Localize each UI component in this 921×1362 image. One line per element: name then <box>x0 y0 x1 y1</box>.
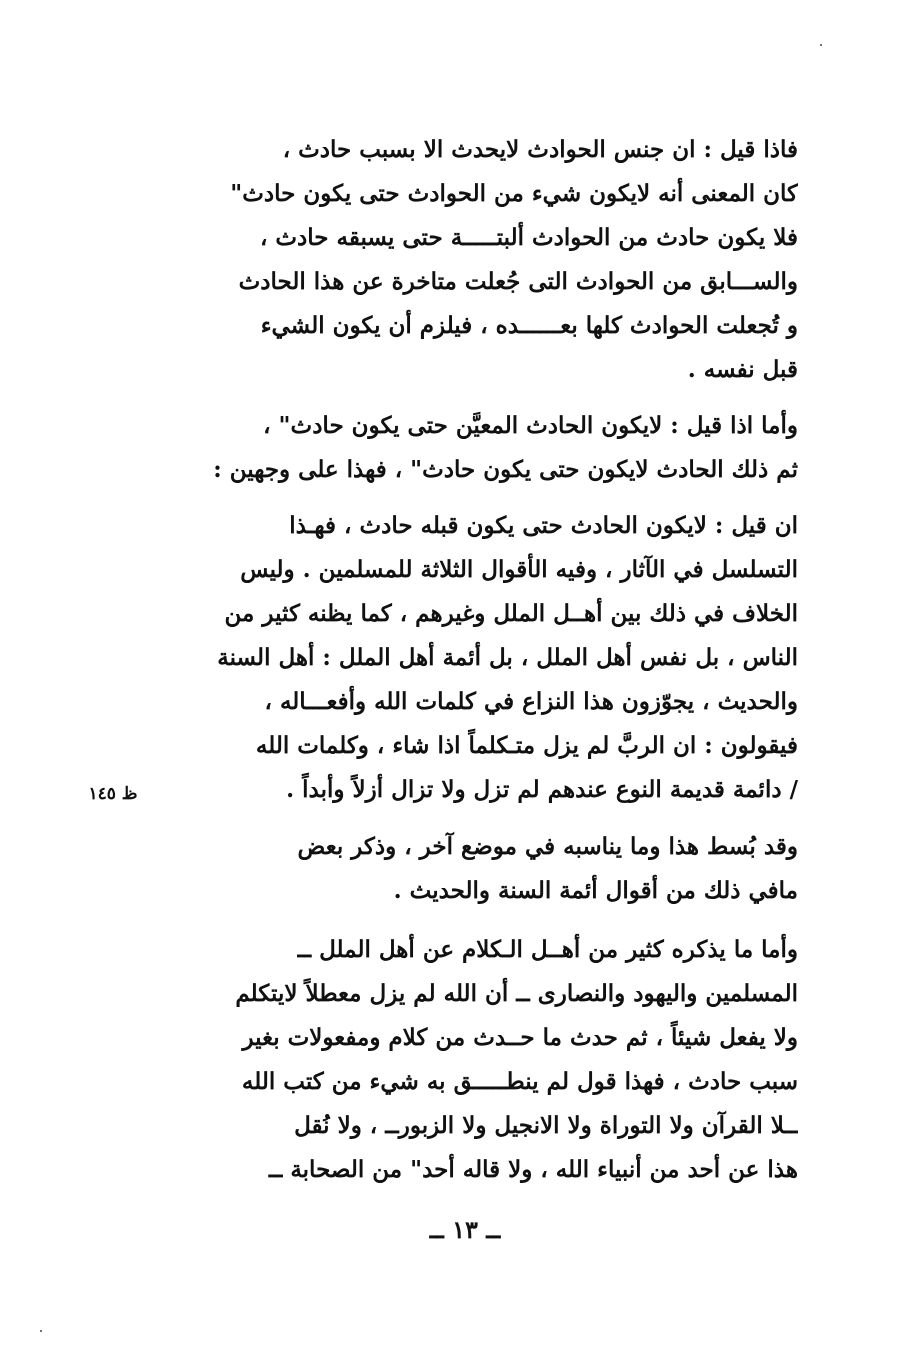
text-line: فلا يكون حادث من الحوادث ألبتـــــة حتى يسبقه حادث ، <box>259 224 798 251</box>
text-line: المسلمين واليهود والنصارى ــ أن الله لم يزل معطلاً لايتكلم <box>235 980 798 1007</box>
text-line: والســـابق من الحوادث التى جُعلت متاخرة عن هذا الحادث <box>238 268 798 295</box>
text-line: التسلسل في الآثار ، وفيه الأقوال الثلاثة للمسلمين . وليس <box>240 556 798 583</box>
text-line: سبب حادث ، فهذا قول لم ينطـــــق به شيء من كتب الله <box>241 1068 798 1095</box>
page-number: ــ ١٣ ــ <box>429 1215 501 1244</box>
text-line: قبل نفسه . <box>687 356 798 383</box>
text-line: ان قيل : لايكون الحادث حتى يكون قبله حادث ، فهـذا <box>289 512 798 539</box>
margin-note: ظ ١٤٥ <box>88 784 138 804</box>
text-line: وقد بُسط هذا وما يناسبه في موضع آخر ، وذكر بعض <box>297 833 798 860</box>
text-line: / دائمة قديمة النوع عندهم لم تزل ولا تزال أزلاً وأبداً . <box>286 776 798 803</box>
text-line: كان المعنى أنه لايكون شيء من الحوادث حتى يكون حادث" <box>230 180 798 207</box>
text-line: هذا عن أحد من أنبياء الله ، ولا قاله أحد" من الصحابة ــ <box>268 1156 798 1183</box>
paragraph-3 <box>158 504 798 812</box>
text-line: ــلا القرآن ولا التوراة ولا الانجيل ولا الزبورــ ، ولا نُقل <box>294 1112 798 1139</box>
text-line: ثم ذلك الحادث لايكون حتى يكون حادث" ، فهذا على وجهين : <box>213 456 798 483</box>
text-line: مافي ذلك من أقوال أئمة السنة والحديث . <box>393 877 798 904</box>
text-line: والحديث ، يجوّزون هذا النزاع في كلمات الله وأفعـــاله ، <box>264 688 798 715</box>
text-line: فيقولون : ان الربَّ لم يزل متـكلماً اذا شاء ، وكلمات الله <box>255 732 798 759</box>
text-line: و تُجعلت الحوادث كلها بعــــــده ، فيلزم أن يكون الشيء <box>260 312 798 339</box>
paragraph-5 <box>158 928 798 1192</box>
text-line: الناس ، بل نفس أهل الملل ، بل أئمة أهل الملل : أهل السنة <box>217 644 798 671</box>
text-line: الخلاف في ذلك بين أهــل الملل وغيرهم ، كما يظنه كثير من <box>224 600 798 627</box>
text-line: وأما ما يذكره كثير من أهــل الـكلام عن أهل الملل ــ <box>297 936 798 963</box>
paragraph-4 <box>158 825 798 913</box>
paragraph-1 <box>158 128 798 392</box>
text-line: وأما اذا قيل : لايكون الحادث المعيَّن حتى يكون حادث" ، <box>263 412 798 439</box>
paragraph-2 <box>158 404 798 492</box>
scan-speck <box>820 44 822 46</box>
text-line: ولا يفعل شيئاً ، ثم حدث ما حــدث من كلام ومفعولات بغير <box>242 1024 798 1051</box>
scan-speck <box>40 1330 42 1332</box>
text-line: فاذا قيل : ان جنس الحوادث لايحدث الا بسبب حادث ، <box>282 136 798 163</box>
